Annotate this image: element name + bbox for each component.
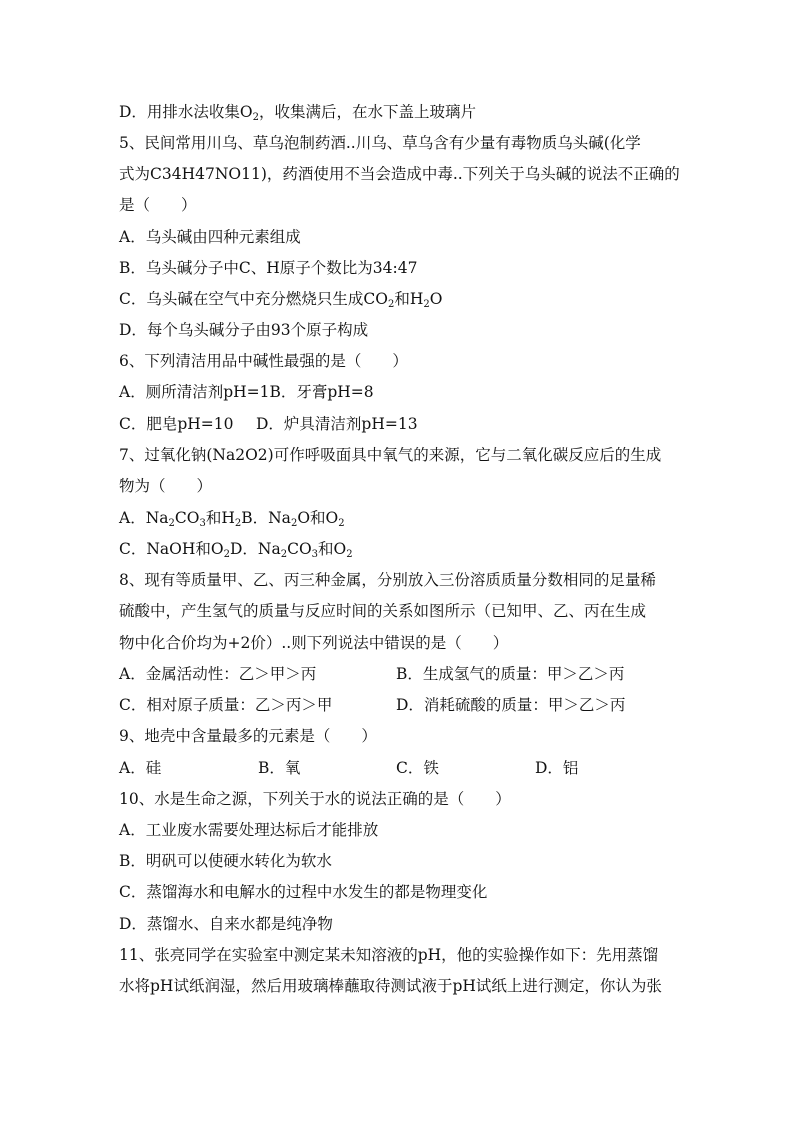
q8-option-d: D．消耗硫酸的质量：甲＞乙＞丙 — [396, 696, 626, 714]
q11-stem-line1: 11、张亮同学在实验室中测定某未知溶液的pH，他的实验操作如下：先用蒸馏 — [119, 946, 659, 964]
q6-stem: 6、下列清洁用品中碱性最强的是（ ） — [119, 352, 408, 370]
q5-option-a: A．乌头碱由四种元素组成 — [119, 228, 301, 246]
q5-stem-line2: 式为C34H47NO11)，药酒使用不当会造成中毒..下列关于乌头碱的说法不正确的 — [119, 165, 680, 183]
q9-option-c: C．铁 — [396, 759, 439, 777]
q5-option-c: C．乌头碱在空气中充分燃烧只生成$CO_2$和$H_2O$ — [119, 290, 443, 310]
q11-stem-line2: 水将pH试纸润湿，然后用玻璃棒蘸取待测试液于pH试纸上进行测定，你认为张 — [119, 977, 662, 995]
q5-stem-line3: 是（ ） — [119, 196, 197, 214]
q10-option-a: A．工业废水需要处理达标后才能排放 — [119, 821, 379, 839]
q10-option-d: D．蒸馏水、自来水都是纯净物 — [119, 915, 333, 933]
q8-options-cd — [119, 695, 626, 715]
q8-stem-line2: 硫酸中，产生氢气的质量与反应时间的关系如图所示（已知甲、乙、丙在生成 — [119, 602, 647, 620]
q7-stem-line2: 物为（ ） — [119, 477, 213, 495]
q6-option-d: D．炉具清洁剂pH=13 — [256, 415, 418, 433]
q7-stem-line1: 7、过氧化钠(Na2O2)可作呼吸面具中氧气的来源，它与二氧化碳反应后的生成 — [119, 446, 662, 464]
q7-options-ab: A．$Na_2CO_3$和$H_2B$．$Na_2O$和$O_2$ — [119, 509, 345, 529]
q5-option-b: B．乌头碱分子中C、H原子个数比为34:47 — [119, 259, 418, 277]
q8-option-b: B．生成氢气的质量：甲＞乙＞丙 — [396, 665, 625, 683]
q8-option-c: C．相对原子质量：乙＞丙＞甲 — [119, 696, 333, 714]
q8-options-ab — [119, 664, 625, 684]
q4-option-d: D．用排水法收集$O_2$，收集满后，在水下盖上玻璃片 — [119, 103, 477, 123]
q9-option-b: B．氧 — [258, 759, 301, 777]
q10-stem: 10、水是生命之源，下列关于水的说法正确的是（ ） — [119, 790, 511, 808]
q6-option-c: C．肥皂pH=10 — [119, 415, 234, 433]
q9-options — [119, 758, 579, 778]
q8-stem-line3: 物中化合价均为+2价）..则下列说法中错误的是（ ） — [119, 634, 509, 652]
q5-stem-line1: 5、民间常用川乌、草乌泡制药酒..川乌、草乌含有少量有毒物质乌头碱(化学 — [119, 134, 641, 152]
q6-options-cd — [119, 414, 418, 434]
q9-option-d: D．铝 — [535, 759, 579, 777]
q10-option-c: C．蒸馏海水和电解水的过程中水发生的都是物理变化 — [119, 883, 488, 901]
q8-option-a: A．金属活动性：乙＞甲＞丙 — [119, 665, 317, 683]
q9-stem: 9、地壳中含量最多的元素是（ ） — [119, 727, 377, 745]
q5-option-d: D．每个乌头碱分子由93个原子构成 — [119, 321, 369, 339]
q10-option-b: B．明矾可以使硬水转化为软水 — [119, 852, 332, 870]
q7-options-cd: C．NaOH和$O_2D$．$Na_2CO_3$和$O_2$ — [119, 540, 353, 560]
q8-stem-line1: 8、现有等质量甲、乙、丙三种金属，分别放入三份溶质质量分数相同的足量稀 — [119, 571, 656, 589]
q6-options-ab: A．厕所清洁剂pH=1B．牙膏pH=8 — [119, 383, 374, 401]
q9-option-a: A．硅 — [119, 759, 162, 777]
